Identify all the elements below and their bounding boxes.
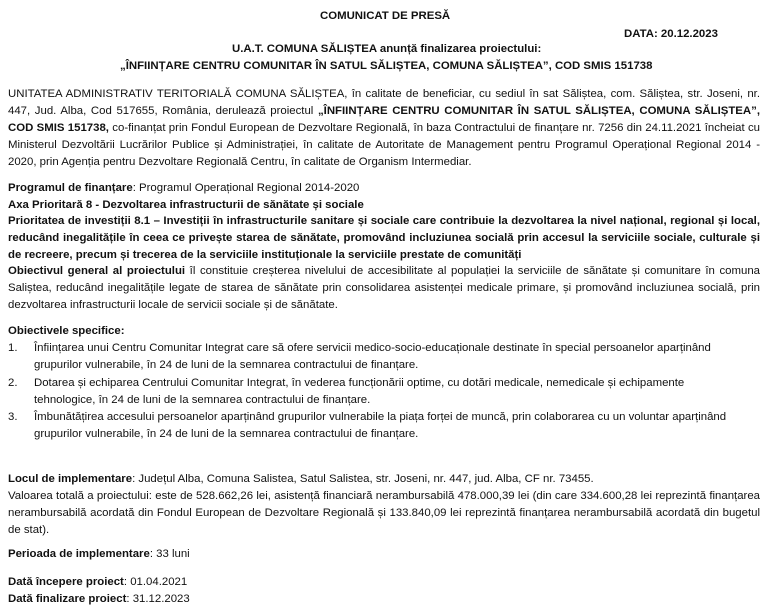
period-value: : 33 luni	[149, 548, 190, 560]
start-date	[8, 574, 187, 591]
priority-axis: Axa Prioritară 8 - Dezvoltarea infrastructurii de sănătate și sociale	[8, 199, 364, 211]
intro-paragraph	[8, 86, 760, 171]
start-date-label: Dată începere proiect	[8, 576, 124, 588]
program-label: Programul de finanțare	[8, 182, 133, 194]
general-objective	[8, 263, 760, 314]
investment-priority: Prioritatea de investiții 8.1 – Investiții în infrastructurile sanitare și sociale care contribuie la dezvoltarea la nivel național, regional și local, reducând inegalitățile în ceea ce privește starea de sănătate, promovând incluziunea socială prin accesul la serviciile sociale, culturale și de recreere, precum și trecerea de la serviciile instituționale la serviciile prestate de comunități	[8, 215, 760, 261]
project-title-line: „ÎNFIINȚARE CENTRU COMUNITAR ÎN SATUL SĂLIȘTEA, COMUNA SĂLIȘTEA”, COD SMIS 151738	[120, 60, 653, 72]
document-title: COMUNICAT DE PRESĂ	[320, 10, 451, 22]
implementation-location	[8, 471, 594, 488]
start-date-value: : 01.04.2021	[123, 576, 188, 588]
intro-text-rest: co-finanțat prin Fondul European de Dezvoltare Regională, în baza Contractului de finanțare nr. 7256 din 24.11.2021 încheiat cu Ministerul Dezvoltării Lucrărilor Publice și Administrației, în calitate de Autoritate de Management pentru Programul Operațional Regional 2014 - 2020, prin Agenția pentru Dezvoltare Regională Centru, în calitate de Organism Intermediar.	[8, 122, 760, 168]
program-value: : Programul Operațional Regional 2014-2020	[132, 182, 360, 194]
intro-project-name: „ÎNFIINȚARE CENTRU COMUNITAR ÎN SATUL SĂLIȘTEA, COMUNA SĂLIȘTEA”, COD SMIS 151738,	[8, 105, 760, 134]
document-date: DATA: 20.12.2023	[624, 28, 718, 40]
intro-text: UNITATEA ADMINISTRATIV TERITORIALĂ COMUNA SĂLIȘTEA, în calitate de beneficiar, cu sediul în sat Săliștea, com. Săliștea, str. Joseni, nr. 447, Jud. Alba, Cod 517655, România, derulează proiectul	[8, 88, 760, 117]
list-item: Înființarea unui Centru Comunitar Integrat care să ofere servicii medico-socio-educaționale destinate în special persoanelor aparținând grupurilor vulnerabile, în 24 de luni de la semnarea contractului de finanțare.	[34, 342, 711, 371]
location-value: : Județul Alba, Comuna Salistea, Satul Salistea, str. Joseni, nr. 447, jud. Alba, CF nr. 73455.	[132, 473, 594, 485]
general-objective-label: Obiectivul general al proiectului	[8, 265, 186, 277]
list-item: Îmbunătățirea accesului persoanelor aparținând grupurilor vulnerabile la piața forței de muncă, prin colaborarea cu un voluntar aparținând grupurilor vulnerabile, în 24 de luni de la semnarea contractului de finanțare.	[34, 411, 727, 440]
list-item-number: 1.	[8, 342, 18, 354]
list-item: Dotarea și echiparea Centrului Comunitar Integrat, în vederea funcționării optime, cu dotări medicale, nemedicale și echipamente tehnologice, în 24 de luni de la semnarea contractului de finanțare.	[34, 377, 685, 406]
specific-objectives-heading: Obiectivele specifice:	[8, 325, 125, 337]
implementation-period	[8, 546, 190, 563]
announce-line: U.A.T. COMUNA SĂLIȘTEA anunță finalizarea proiectului:	[232, 43, 542, 55]
general-objective-text: îl constituie creșterea nivelului de accesibilitate al populației la serviciile de sănătate și comunitare în comuna Saliștea, reducând inegalitățile legate de starea de sănătate prin consolidarea asistenței medicale primare, și promovând incluziunea socială, prin dezvoltarea infrastructurii locale de servicii sociale și de sănătate.	[8, 265, 760, 311]
location-label: Locul de implementare	[8, 473, 133, 485]
list-item-number: 3.	[8, 411, 18, 423]
list-item-number: 2.	[8, 377, 18, 389]
project-value-paragraph: Valoarea totală a proiectului: este de 528.662,26 lei, asistență financiară nerambursabilă 478.000,39 lei (din care 334.600,28 lei reprezintă finanțarea nerambursabilă acordată din Fondul European de Dezvoltare Regională și 133.840,09 lei reprezintă finanțarea nerambursabilă acordată din bugetul de stat).	[8, 490, 760, 536]
program-line	[8, 180, 359, 197]
period-label: Perioada de implementare	[8, 548, 150, 560]
end-date	[8, 591, 190, 608]
end-date-value: : 31.12.2023	[126, 593, 190, 605]
end-date-label: Dată finalizare proiect	[8, 593, 127, 605]
